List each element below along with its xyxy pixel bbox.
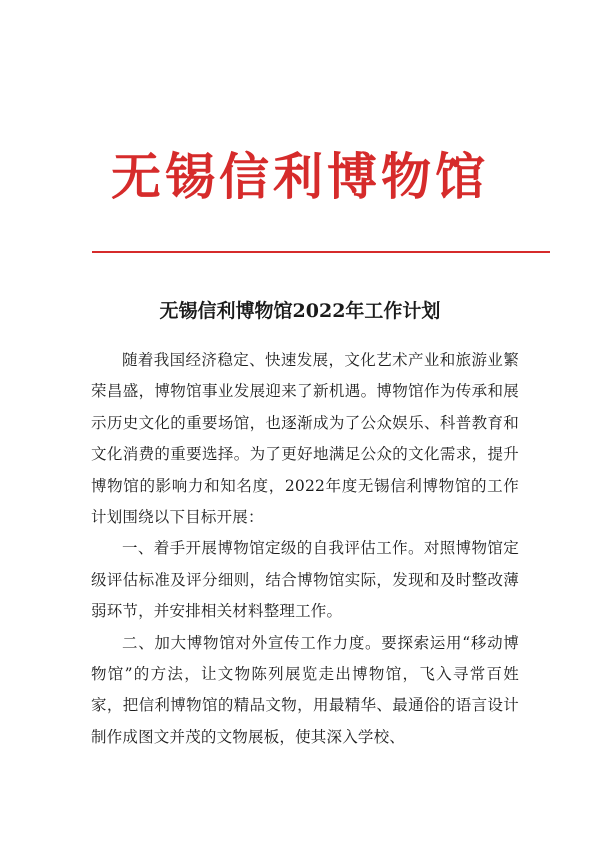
letterhead-org-name: 无锡信利博物馆 — [111, 147, 489, 206]
letterhead-divider — [92, 251, 550, 253]
paragraph-item-2: 二、加大博物馆对外宣传工作力度。要探索运用“移动博物馆”的方法，让文物陈列展览走出博物馆，飞入寻常百姓家，把信利博物馆的精品文物，用最精华、最通俗的语言设计制作成图文并茂的文物展板，使其深入学校、 — [91, 633, 519, 746]
paragraph-item-1: 一、着手开展博物馆定级的自我评估工作。对照博物馆定级评估标准及评分细则，结合博物馆实际，发现和及时整改薄弱环节，并安排相关材料整理工作。 — [91, 539, 519, 621]
document-title: 无锡信利博物馆2022年工作计划 — [159, 300, 441, 322]
paragraph-intro: 随着我国经济稳定、快速发展，文化艺术产业和旅游业繁荣昌盛，博物馆事业发展迎来了新机遇。博物馆作为传承和展示历史文化的重要场馆，也逐渐成为了公众娱乐、科普教育和文化消费的重要选择。为了更好地满足公众的文化需求，提升博物馆的影响力和知名度，2022年度无锡信利博物馆的工作计划围绕以下目标开展： — [91, 351, 519, 527]
document-body — [91, 345, 519, 753]
